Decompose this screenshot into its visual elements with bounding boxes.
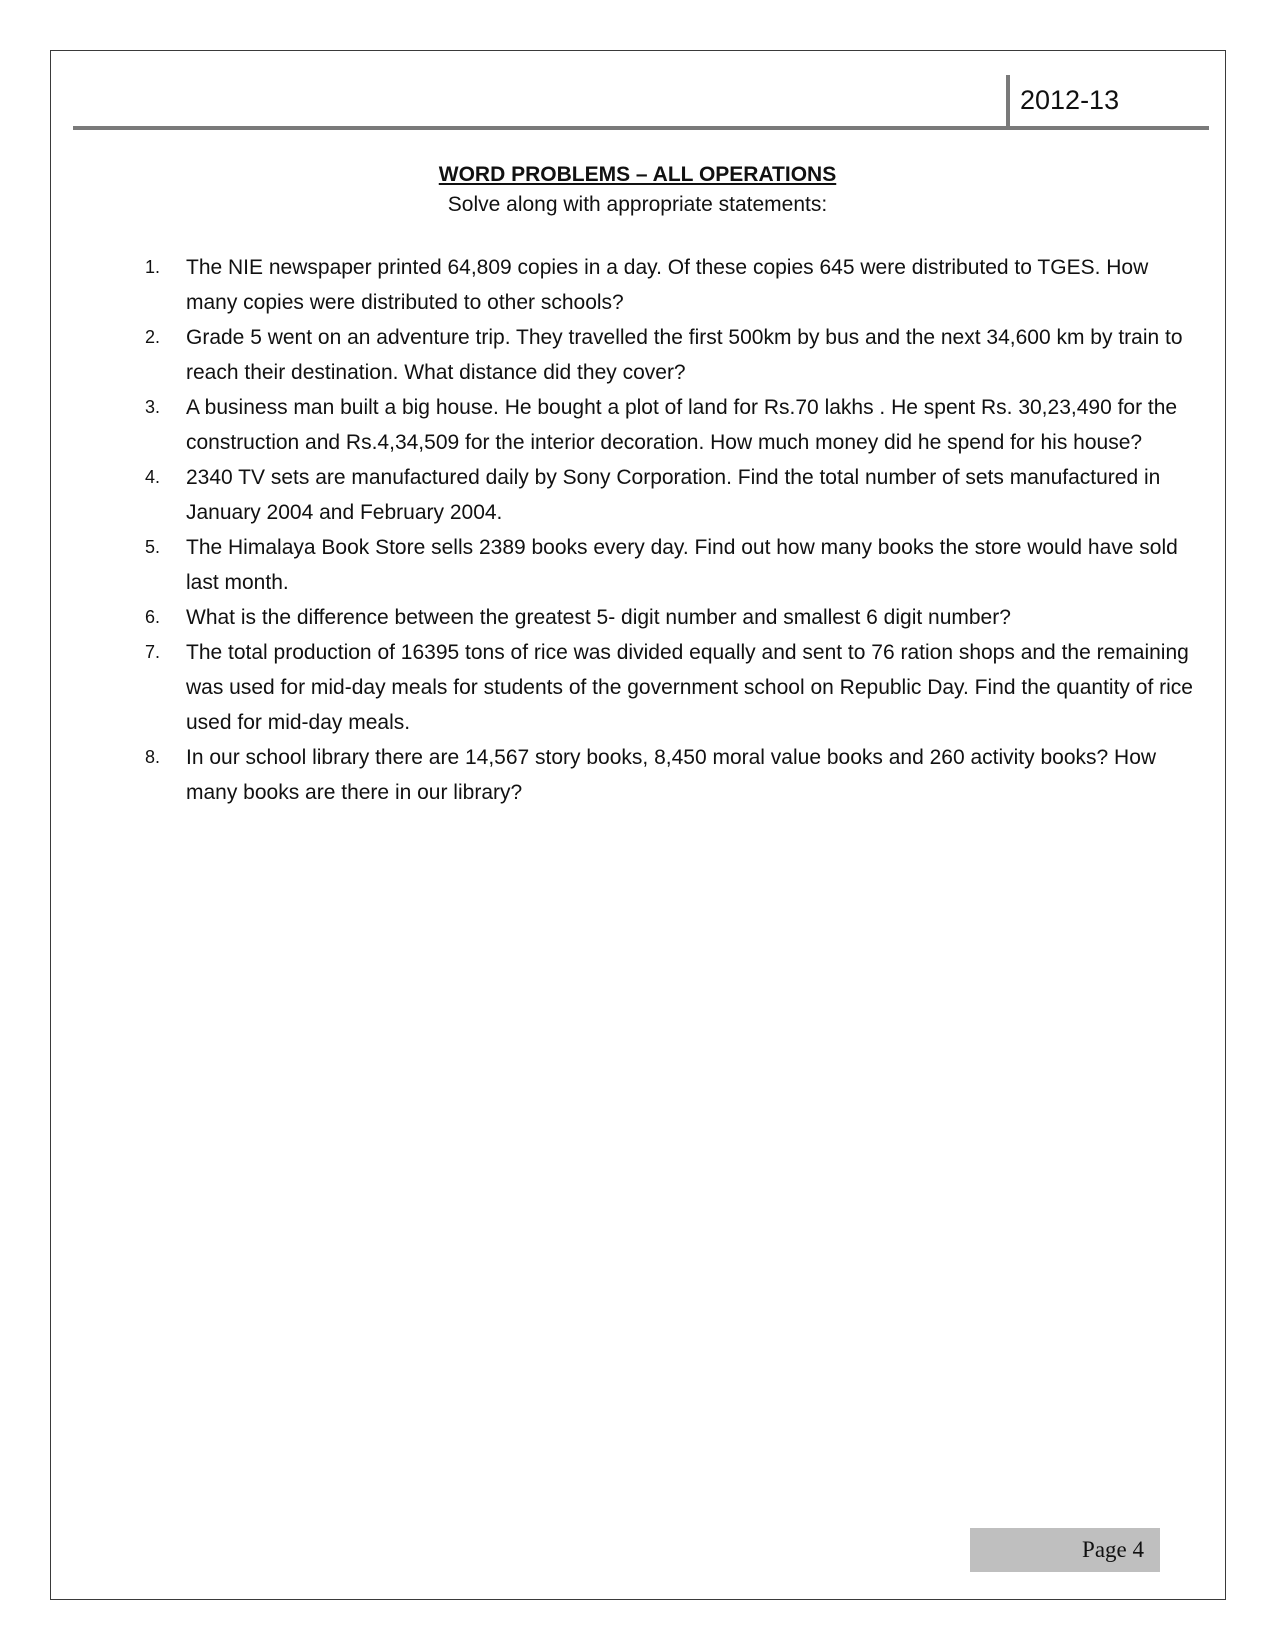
worksheet-title: WORD PROBLEMS – ALL OPERATIONS — [438, 163, 837, 186]
problem-item-1 — [145, 250, 1205, 320]
problem-text: 2340 TV sets are manufactured daily by Sony Corporation. Find the total number of sets manufactured in January 2004 and February 2004. — [186, 466, 1161, 524]
problem-text: The NIE newspaper printed 64,809 copies in a day. Of these copies 645 were distributed to TGES. How many copies were distributed to other schools? — [186, 256, 1149, 314]
problem-text: A business man built a big house. He bought a plot of land for Rs.70 lakhs . He spent Rs. 30,23,490 for the construction and Rs.4,34,509 for the interior decoration. How much money did he spend for his house? — [186, 396, 1178, 454]
problem-text: The Himalaya Book Store sells 2389 books every day. Find out how many books the store would have sold last month. — [186, 536, 1178, 594]
problem-item-8 — [145, 740, 1205, 810]
problem-number: 6. — [145, 607, 161, 627]
problem-number: 2. — [145, 327, 161, 347]
header-year: 2012-13 — [1020, 85, 1120, 115]
problem-text: In our school library there are 14,567 story books, 8,450 moral value books and 260 activity books? How many books are there in our library? — [186, 746, 1157, 804]
page-number: Page 4 — [1082, 1537, 1144, 1562]
header-divider — [1006, 75, 1010, 127]
page-number-box — [970, 1528, 1160, 1572]
problem-number: 7. — [145, 642, 161, 662]
problem-number: 5. — [145, 537, 161, 557]
problem-item-3 — [145, 390, 1205, 460]
problem-number: 1. — [145, 257, 161, 277]
problem-number: 3. — [145, 397, 161, 417]
problem-item-4 — [145, 460, 1205, 530]
header-rule — [73, 126, 1209, 130]
problem-item-7 — [145, 635, 1205, 740]
problem-item-2 — [145, 320, 1205, 390]
problem-number: 8. — [145, 747, 161, 767]
problem-item-6 — [145, 600, 1205, 635]
problem-text: The total production of 16395 tons of rice was divided equally and sent to 76 ration shops and the remaining was used for mid-day meals for students of the government school on Republic Day. Find the quantity of rice used for mid-day meals. — [186, 641, 1193, 734]
problem-list — [145, 250, 1205, 810]
worksheet-subtitle: Solve along with appropriate statements: — [447, 193, 828, 216]
problem-text: Grade 5 went on an adventure trip. They travelled the first 500km by bus and the next 34,600 km by train to reach their destination. What distance did they cover? — [186, 326, 1183, 384]
problem-number: 4. — [145, 467, 161, 487]
problem-item-5 — [145, 530, 1205, 600]
problem-text: What is the difference between the greatest 5- digit number and smallest 6 digit number? — [186, 606, 1011, 629]
